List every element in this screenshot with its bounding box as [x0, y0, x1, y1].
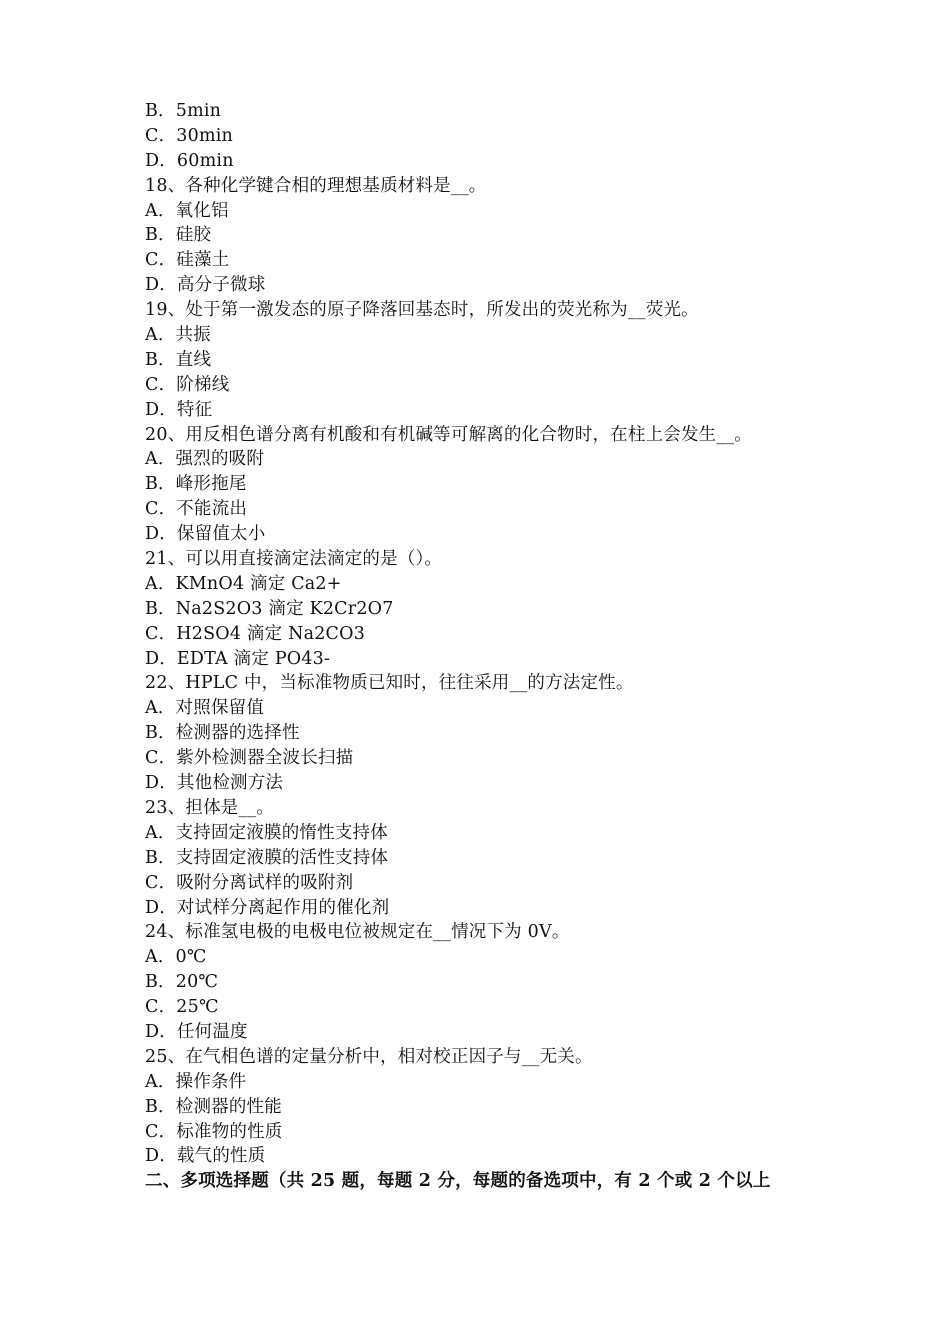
answer-option: A．KMnO4 滴定 Ca2+	[145, 573, 342, 594]
answer-option: C．不能流出	[145, 499, 248, 520]
answer-option: A．氧化铝	[145, 200, 229, 221]
answer-option: A．0℃	[145, 947, 207, 968]
answer-option: A．对照保留值	[145, 698, 265, 719]
answer-option: C．25℃	[145, 997, 219, 1018]
text-line: D．60min	[145, 150, 234, 171]
question-stem: 20、用反相色谱分离有机酸和有机碱等可解离的化合物时，在柱上会发生__。	[145, 424, 752, 445]
answer-option: D．任何温度	[145, 1021, 248, 1042]
answer-option: D．对试样分离起作用的催化剂	[145, 897, 390, 918]
answer-option: A．共振	[145, 325, 211, 346]
text-line: B．5min	[145, 101, 222, 121]
answer-option: A．支持固定液膜的惰性支持体	[145, 822, 388, 843]
answer-option: B．峰形拖尾	[145, 474, 247, 495]
answer-option: B．检测器的性能	[145, 1096, 282, 1117]
answer-option: C．吸附分离试样的吸附剂	[145, 872, 354, 893]
answer-option: C．硅藻土	[145, 250, 230, 271]
question-stem: 22、HPLC 中，当标准物质已知时，往往采用__的方法定性。	[145, 673, 634, 694]
answer-option: C．标准物的性质	[145, 1121, 283, 1142]
question-stem: 19、处于第一激发态的原子降落回基态时，所发出的荧光称为__荧光。	[145, 300, 699, 321]
question-stem: 25、在气相色谱的定量分析中，相对校正因子与__无关。	[145, 1046, 593, 1067]
answer-option: D．载气的性质	[145, 1146, 266, 1167]
question-stem: 18、各种化学键合相的理想基质材料是__。	[145, 175, 487, 196]
answer-option: D．保留值太小	[145, 524, 266, 545]
answer-option: B．支持固定液膜的活性支持体	[145, 847, 389, 868]
question-stem: 23、担体是__。	[145, 797, 275, 818]
answer-option: B．硅胶	[145, 225, 212, 246]
answer-option: A．操作条件	[145, 1071, 247, 1092]
answer-option: A．强烈的吸附	[145, 449, 265, 470]
answer-option: B．检测器的选择性	[145, 723, 300, 744]
answer-option: D．特征	[145, 399, 213, 420]
answer-option: D．其他检测方法	[145, 773, 284, 794]
answer-option: C．紫外检测器全波长扫描	[145, 748, 354, 769]
answer-option: B．20℃	[145, 972, 219, 993]
answer-option: C．H2SO4 滴定 Na2CO3	[145, 623, 366, 644]
answer-option: B．Na2S2O3 滴定 K2Cr2O7	[145, 598, 394, 619]
answer-option: D．EDTA 滴定 PO43-	[145, 648, 331, 669]
section-heading: 二、多项选择题（共 25 题，每题 2 分，每题的备选项中，有 2 个或 2 个以上	[145, 1171, 771, 1192]
question-stem: 21、可以用直接滴定法滴定的是（）。	[145, 549, 443, 570]
text-line: C．30min	[145, 125, 234, 146]
question-stem: 24、标准氢电极的电极电位被规定在__情况下为 0V。	[145, 922, 570, 943]
answer-option: C．阶梯线	[145, 374, 230, 395]
answer-option: D．高分子微球	[145, 275, 266, 296]
question-content	[145, 99, 845, 1194]
answer-option: B．直线	[145, 349, 212, 370]
